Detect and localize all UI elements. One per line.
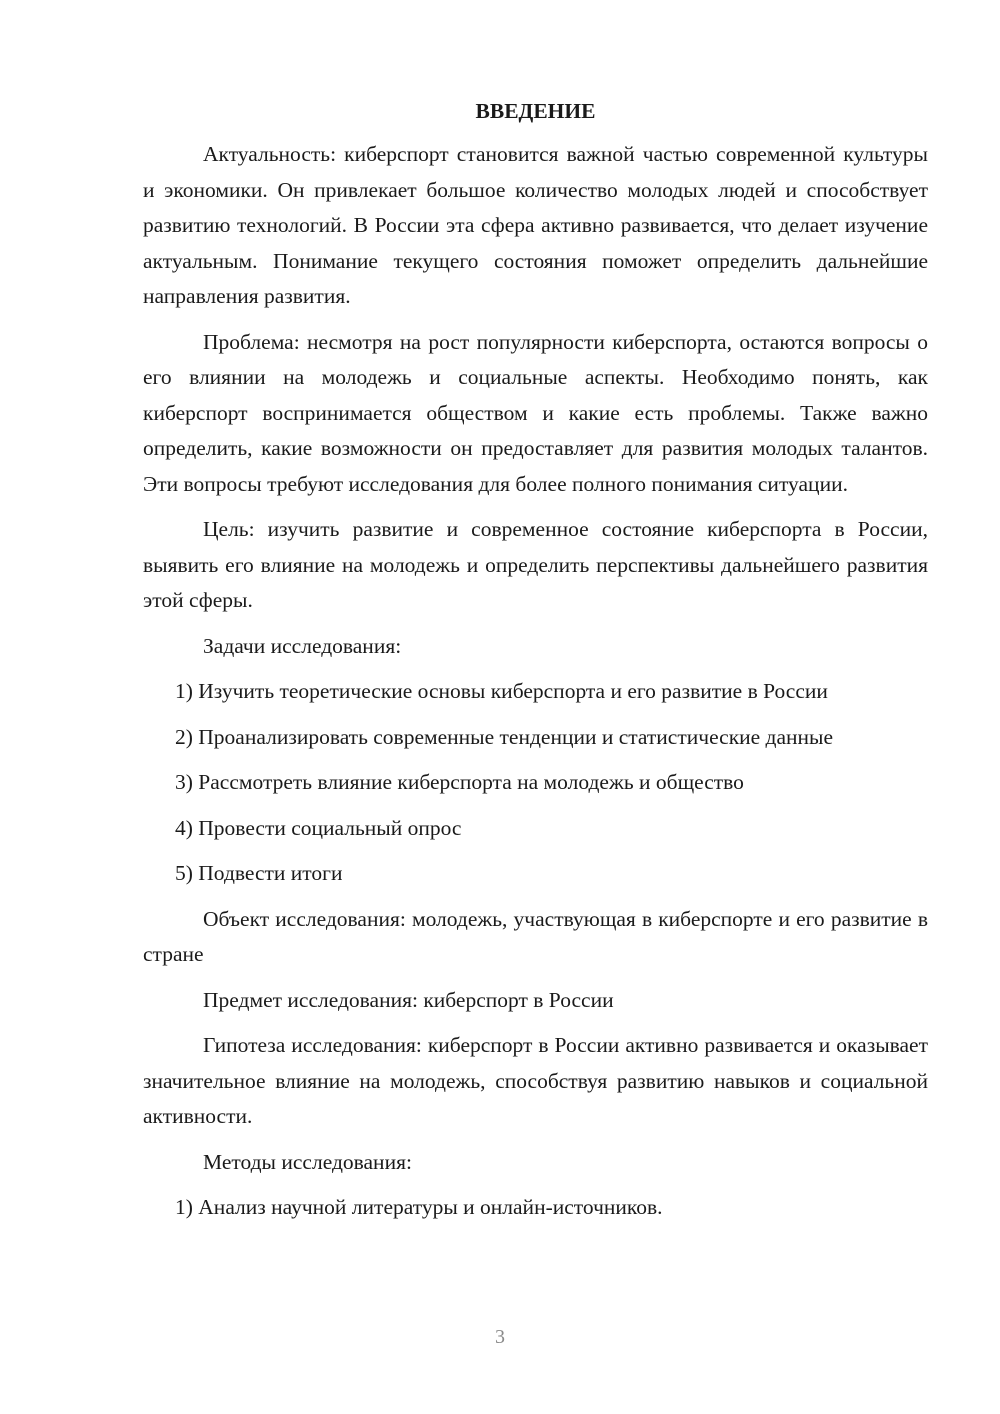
hypothesis-paragraph: Гипотеза исследования: киберспорт в России активно развивается и оказывает значительное влияние на молодежь, способствуя развитию навыков и социальной активности. (143, 1033, 928, 1128)
task-item: 2) Проанализировать современные тенденции и статистические данные (175, 724, 834, 749)
method-item: 1) Анализ научной литературы и онлайн-источников. (175, 1195, 663, 1219)
task-item: 4) Провести социальный опрос (175, 815, 462, 840)
task-item: 3) Рассмотреть влияние киберспорта на молодежь и общество (175, 770, 744, 794)
object-paragraph: Объект исследования: молодежь, участвующая в киберспорте и его развитие в стране (143, 906, 928, 966)
document-page (143, 96, 928, 1236)
problem-paragraph: Проблема: несмотря на рост популярности киберспорта, остаются вопросы о его влиянии на молодежь и социальные аспекты. Необходимо понять, как киберспорт воспринимается обществом и какие есть проблемы. Также важно определить, какие возможности он предоставляет для развития молодых талантов. Эти вопросы требуют исследования для более полного понимания ситуации. (143, 329, 928, 496)
goal-paragraph: Цель: изучить развитие и современное состояние киберспорта в России, выявить его влияние на молодежь и определить перспективы дальнейшего развития этой сферы. (143, 517, 928, 612)
task-item: 1) Изучить теоретические основы киберспорта и его развитие в России (175, 679, 828, 703)
page-number: 3 (495, 1326, 505, 1348)
relevance-paragraph: Актуальность: киберспорт становится важной частью современной культуры и экономики. Он привлекает большое количество молодых людей и способствует развитию технологий. В России эта сфера активно развивается, что делает изучение актуальным. Понимание текущего состояния поможет определить дальнейшие направления развития. (143, 142, 928, 308)
tasks-heading: Задачи исследования: (203, 633, 402, 658)
subject-paragraph: Предмет исследования: киберспорт в России (203, 987, 614, 1012)
task-item: 5) Подвести итоги (175, 861, 343, 885)
section-title: ВВЕДЕНИЕ (475, 99, 596, 123)
methods-heading: Методы исследования: (203, 1149, 412, 1174)
